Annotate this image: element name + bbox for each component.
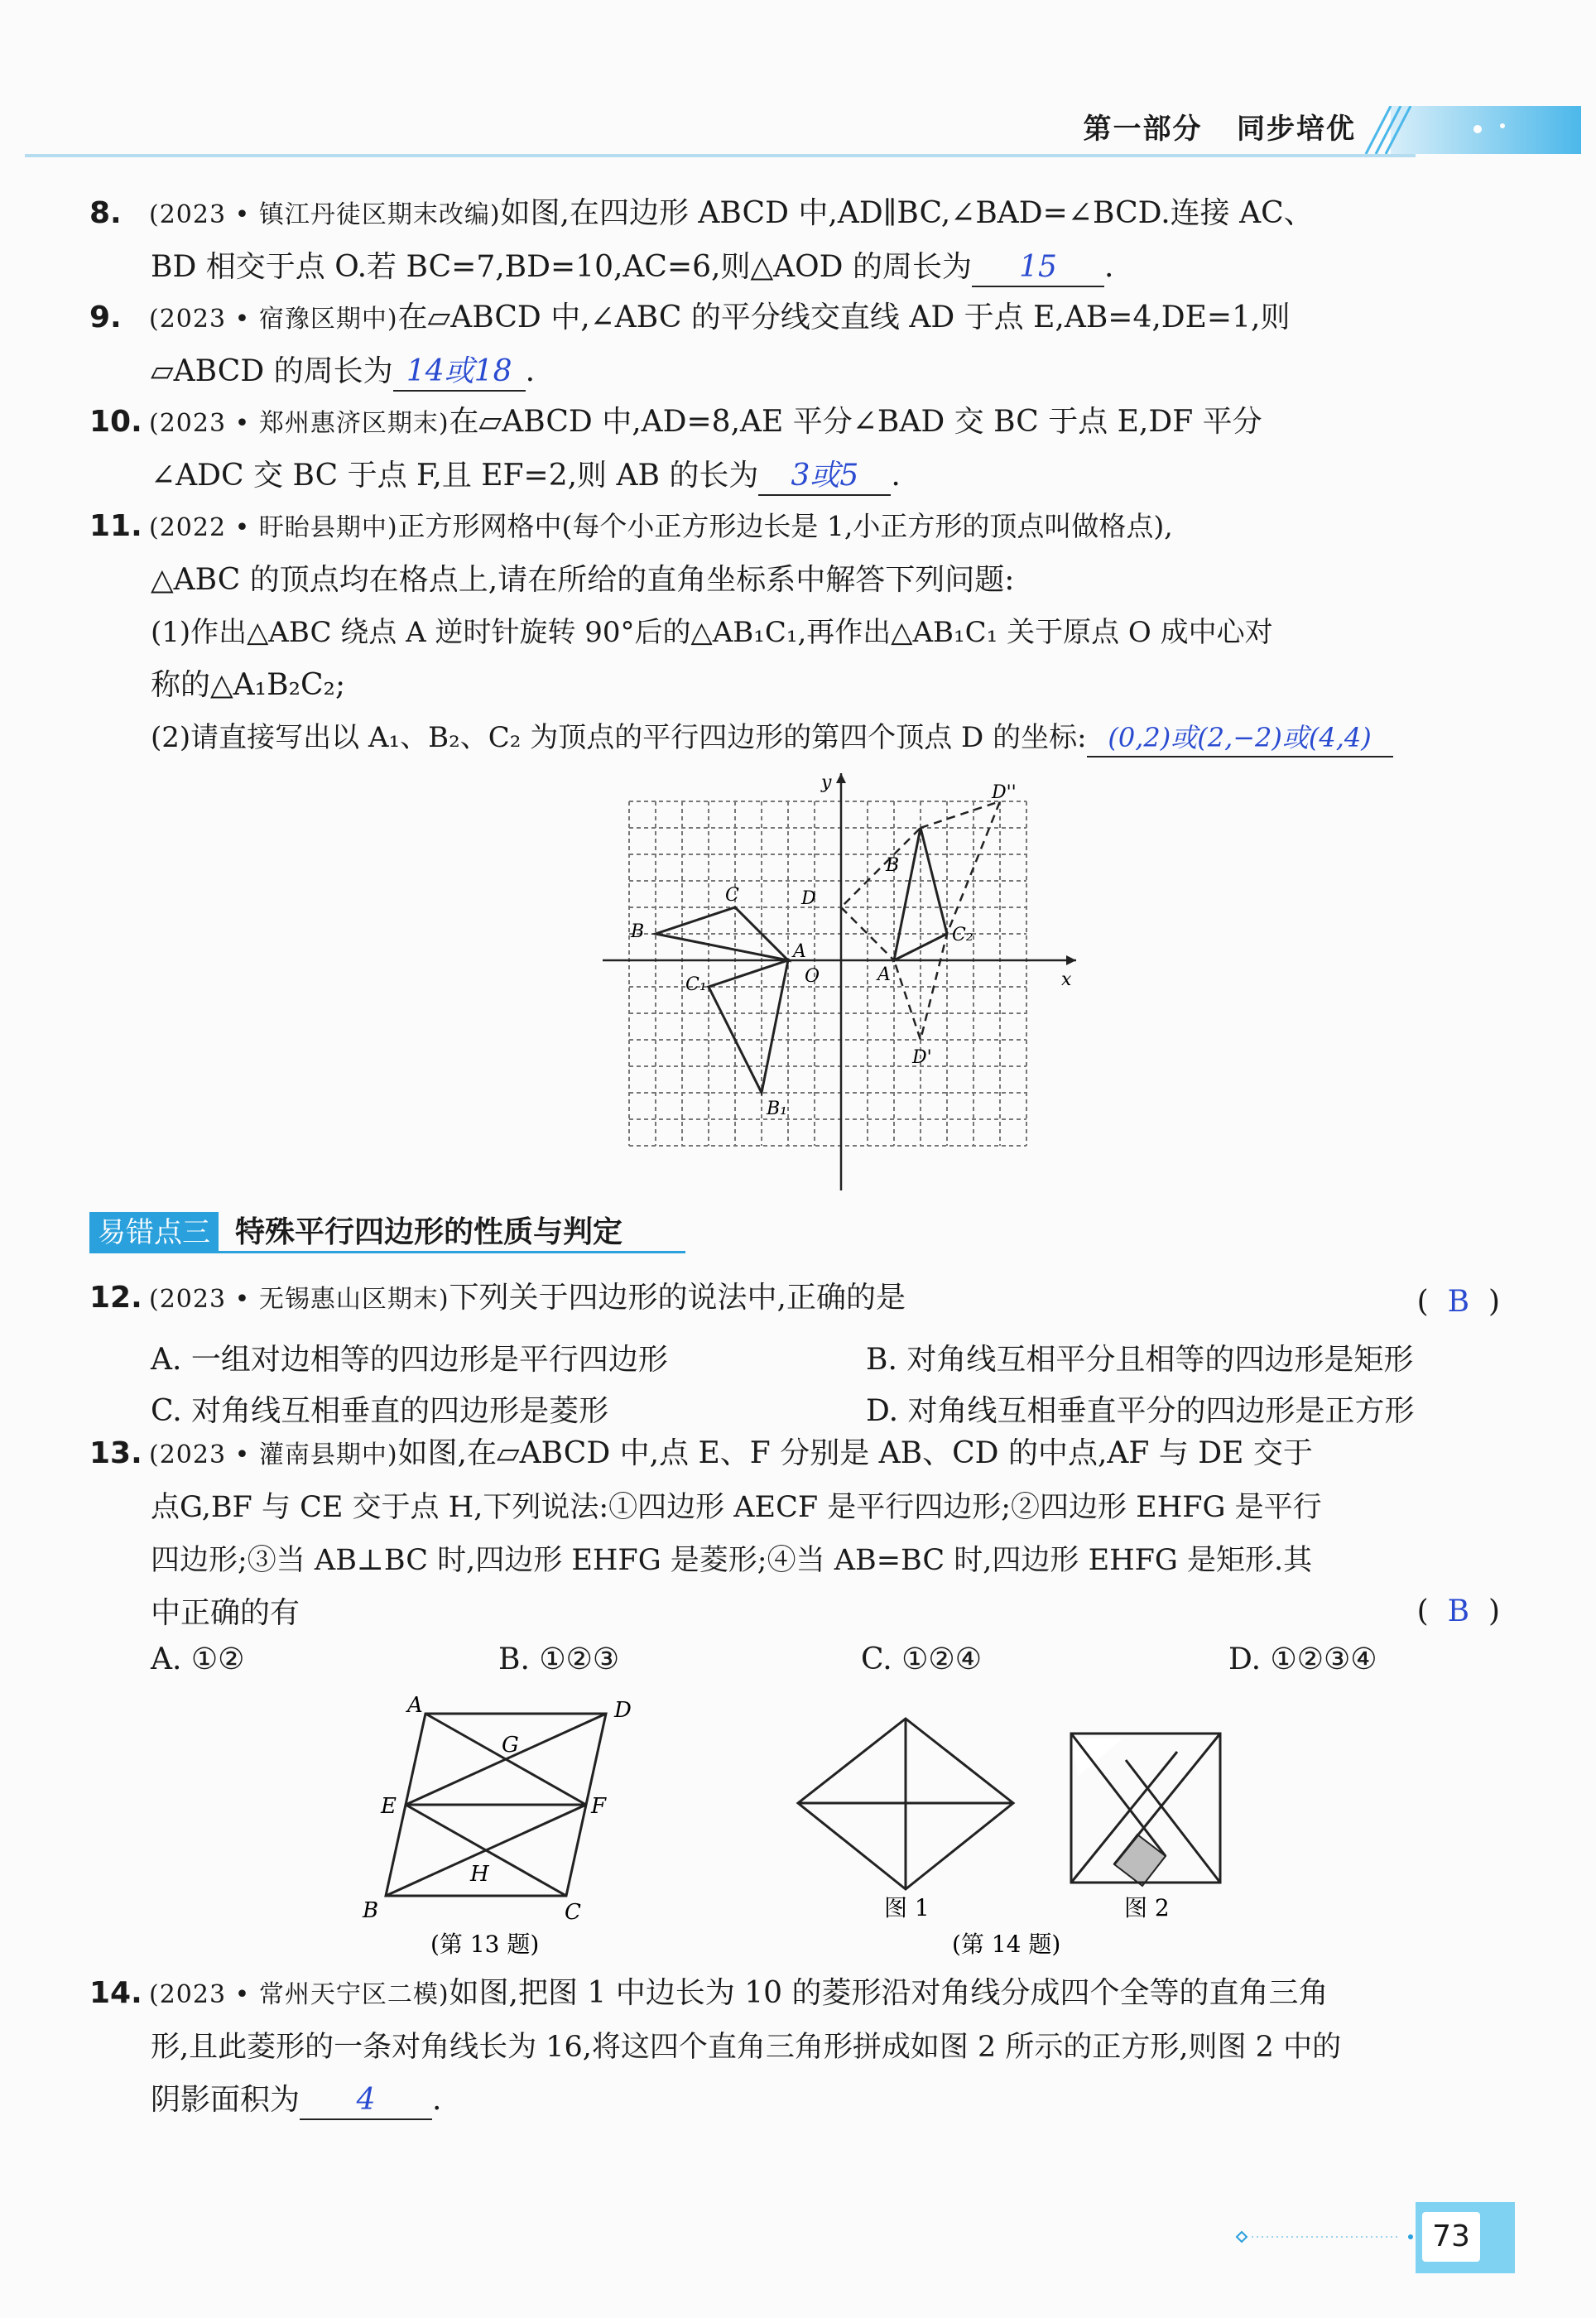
label-e: E — [381, 1794, 397, 1819]
question-number: 9. — [89, 301, 122, 334]
question-number: 8. — [89, 196, 122, 230]
section-heading — [89, 1209, 685, 1253]
parallelogram-figure — [348, 1689, 662, 1962]
answer-text: (0,2)或(2,−2)或(4,4) — [1108, 722, 1372, 753]
question-text: 如图,在▱ABCD 中,点 E、F 分别是 AB、CD 的中点,AF 与 DE 交于 — [397, 1436, 1313, 1470]
question-text: 下列关于四边形的说法中,正确的是 — [449, 1281, 906, 1315]
question-13 — [89, 1427, 1322, 1639]
punct: . — [1103, 250, 1114, 284]
question-14 — [89, 1967, 1341, 2126]
label-b2: B — [886, 855, 900, 876]
x-axis-label: x — [1061, 969, 1072, 990]
answer-text: 4 — [356, 2083, 376, 2117]
punct: . — [432, 2083, 442, 2117]
choice-b: B. ①②③ — [498, 1642, 620, 1676]
question-number: 10. — [89, 405, 142, 439]
header-section: 同步培优 — [1237, 113, 1356, 146]
label-b: B — [631, 921, 645, 942]
rhombus-fig1 — [798, 1719, 1013, 1889]
section-underline — [89, 1251, 685, 1253]
label-c1: C₁ — [685, 974, 707, 995]
answer-text: 15 — [1019, 250, 1057, 284]
label-d: D — [801, 888, 816, 909]
rhombus-square-figure — [786, 1705, 1250, 1962]
answer-parens: ( B ) — [1416, 1285, 1500, 1319]
answer-blank — [972, 249, 1104, 287]
answer-blank — [300, 2082, 432, 2120]
label-b: B — [363, 1898, 379, 1923]
point-labels — [630, 782, 1017, 1119]
answer-blank — [758, 458, 891, 496]
section-tag: 易错点三 — [89, 1212, 219, 1253]
question-text: 如图,把图 1 中边长为 10 的菱形沿对角线分成四个全等的直角三角 — [449, 1976, 1329, 2010]
question-text: 四边形;③当 AB⊥BC 时,四边形 EHFG 是菱形;④当 AB=BC 时,四边形 EHFG 是矩形.其 — [151, 1544, 1313, 1577]
label-d-double-prime: D'' — [992, 782, 1017, 803]
choice-c: C. ①②④ — [861, 1642, 982, 1676]
question-text: (1)作出△ABC 绕点 A 逆时针旋转 90°后的△AB₁C₁,再作出△AB₁C₁ 关于原点 O 成中心对 — [151, 616, 1273, 649]
answer-text: 14或18 — [406, 354, 512, 388]
question-text: 正方形网格中(每个小正方形边长是 1,小正方形的顶点叫做格点), — [397, 510, 1173, 542]
question-source: (2023 • 常州天宁区二模) — [149, 1980, 449, 2009]
question-number: 13. — [89, 1436, 142, 1470]
triangle-ab1c1 — [709, 960, 788, 1093]
answer-text: 3或5 — [791, 459, 859, 493]
choice-d: D. ①②③④ — [1228, 1642, 1377, 1676]
figure-caption: (第 13 题) — [430, 1931, 540, 1958]
punct: . — [525, 354, 536, 388]
label-f: F — [591, 1794, 607, 1819]
square-fig2 — [1071, 1734, 1220, 1886]
answer-text: B — [1447, 1285, 1470, 1319]
figure-2-label: 图 2 — [1124, 1894, 1170, 1921]
label-d: D — [614, 1698, 632, 1723]
label-g: G — [502, 1733, 519, 1758]
question-text: ▱ABCD 的周长为 — [151, 354, 393, 388]
y-axis-arrow — [836, 773, 846, 783]
footer-dots — [1233, 2229, 1440, 2245]
label-d-prime: D' — [912, 1047, 932, 1068]
coordinate-grid-figure — [596, 768, 1084, 1199]
question-text: ∠ADC 交 BC 于点 F,且 EF=2,则 AB 的长为 — [151, 459, 759, 493]
header-rule — [25, 154, 1416, 157]
x-axis-arrow — [1066, 955, 1076, 965]
question-number: 12. — [89, 1281, 142, 1315]
figure-1-label: 图 1 — [884, 1894, 930, 1921]
label-a1: A — [877, 964, 891, 985]
question-text: (2)请直接写出以 A₁、B₂、C₂ 为顶点的平行四边形的第四个顶点 D 的坐标: — [151, 721, 1087, 754]
question-8 — [89, 187, 1314, 293]
question-source: (2023 • 郑州惠济区期末) — [149, 409, 449, 438]
answer-parens: ( B ) — [1416, 1594, 1500, 1628]
answer-text: B — [1447, 1594, 1470, 1628]
question-text: 形,且此菱形的一条对角线长为 16,将这四个直角三角形拼成如图 2 所示的正方形,则图 2 中的 — [151, 2031, 1342, 2064]
page-number-box — [1416, 2202, 1515, 2273]
origin-label: O — [805, 966, 820, 987]
choice-b: B. 对角线互相平分且相等的四边形是矩形 — [866, 1343, 1414, 1377]
question-number: 11. — [89, 509, 142, 543]
question-source: (2023 • 宿豫区期中) — [149, 305, 398, 334]
header-part: 第一部分 — [1083, 113, 1203, 146]
answer-blank — [1087, 719, 1393, 757]
question-text: 称的△A₁B₂C₂; — [151, 668, 346, 702]
question-text: 在▱ABCD 中,AD=8,AE 平分∠BAD 交 BC 于点 E,DF 平分 — [449, 405, 1262, 439]
question-source: (2023 • 镇江丹徒区期末改编) — [149, 200, 501, 229]
punct: . — [891, 459, 901, 493]
choice-d: D. 对角线互相垂直平分的四边形是正方形 — [866, 1394, 1415, 1428]
question-source: (2023 • 无锡惠山区期末) — [149, 1285, 449, 1314]
question-11 — [89, 500, 1393, 764]
choice-c: C. 对角线互相垂直的四边形是菱形 — [151, 1394, 609, 1428]
label-c2: C₂ — [952, 925, 973, 945]
choice-a: A. 一组对边相等的四边形是平行四边形 — [151, 1343, 668, 1377]
question-number: 14. — [89, 1976, 142, 2010]
question-source: (2023 • 灌南县期中) — [149, 1440, 398, 1469]
label-a: A — [407, 1693, 423, 1718]
question-source: (2022 • 盱眙县期中) — [149, 513, 398, 542]
question-text: 阴影面积为 — [151, 2083, 300, 2117]
question-text: 中正确的有 — [151, 1596, 300, 1630]
question-text: BD 相交于点 O.若 BC=7,BD=10,AC=6,则△AOD 的周长为 — [151, 250, 972, 284]
question-text: △ABC 的顶点均在格点上,请在所给的直角坐标系中解答下列问题: — [151, 563, 1015, 597]
label-b1: B₁ — [767, 1099, 787, 1119]
section-title: 特殊平行四边形的性质与判定 — [235, 1215, 623, 1249]
label-h: H — [470, 1862, 489, 1887]
y-axis-label: y — [821, 772, 832, 793]
choice-a: A. ①② — [151, 1642, 245, 1676]
label-c: C — [565, 1900, 581, 1925]
question-12 — [89, 1272, 906, 1325]
figure-caption: (第 14 题) — [952, 1931, 1061, 1958]
question-9 — [89, 291, 1290, 397]
page-number: 73 — [1422, 2212, 1480, 2262]
grid-lines — [629, 801, 1026, 1146]
question-text: 点G,BF 与 CE 交于点 H,下列说法:①四边形 AECF 是平行四边形;②四边形 EHFG 是平行 — [151, 1491, 1322, 1524]
header-title — [1083, 106, 1356, 147]
question-text: 在▱ABCD 中,∠ABC 的平分线交直线 AD 于点 E,AB=4,DE=1,则 — [397, 301, 1291, 334]
question-text: 如图,在四边形 ABCD 中,AD∥BC,∠BAD=∠BCD.连接 AC、 — [500, 196, 1314, 230]
label-c: C — [725, 885, 739, 906]
question-10 — [89, 396, 1262, 502]
header-decoration — [1358, 106, 1581, 154]
label-a: A — [793, 941, 806, 962]
answer-blank — [393, 353, 526, 392]
